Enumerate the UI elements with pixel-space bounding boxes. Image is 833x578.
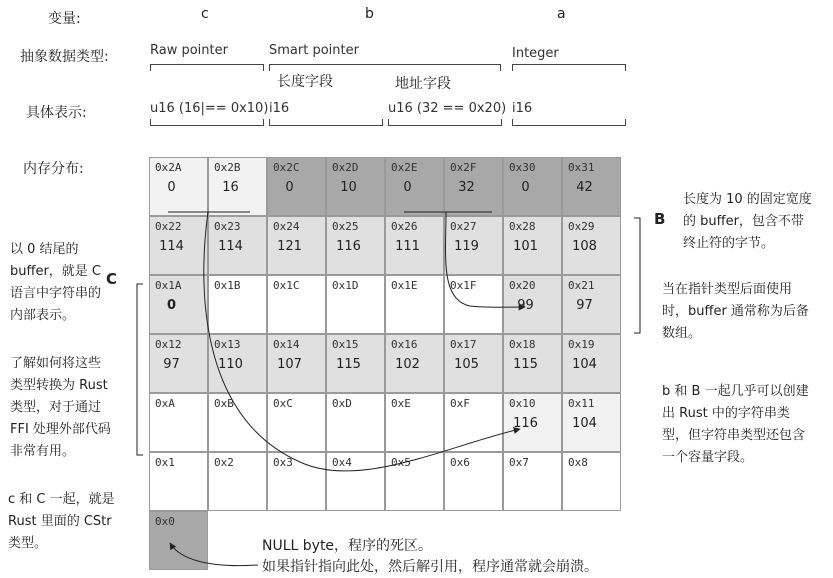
repr-b-addr: u16 (32 == 0x20) [388,101,507,116]
memory-cell-value: 97 [163,357,180,372]
memory-cell-address: 0x7 [509,456,529,469]
memory-cell-address: 0x2B [214,161,241,174]
memory-cell-address: 0x11 [568,397,595,410]
arrow-null-byte [170,543,258,566]
note-backing-array: 当在指针类型后面使用 时，buffer 通常称为后备 数组。 [662,282,809,341]
memory-cell-address: 0x22 [155,220,182,233]
note-fixed-buffer: 长度为 10 的固定宽度 的 buffer，包含不带 终止符的字节。 [683,192,812,251]
memory-cell-value: 107 [277,357,302,372]
memory-cell-address: 0x1B [214,279,241,292]
memory-cell-address: 0x16 [391,338,418,351]
memory-cell-value: 110 [218,357,243,372]
note-c-string: 以 0 结尾的 buffer，就是 C 语言中字符串的 内部表示。 [10,242,102,323]
note-convert-types: 了解如何将这些 类型转换为 Rust 类型，对于通过 FFI 处理外部代码 非常有用。 [10,356,111,459]
label-length-field: 长度字段 [277,74,333,90]
memory-cell-address: 0xC [273,397,293,410]
memory-cell-address: 0x1 [155,456,175,469]
memory-cell-value: 121 [277,239,302,254]
memory-cell-value: 97 [576,298,593,313]
memory-cell-address: 0x5 [391,456,411,469]
memory-cell-value: 116 [336,239,361,254]
memory-cell-address: 0x2 [214,456,234,469]
memory-cell-address: 0x2F [450,161,477,174]
memory-cell-address: 0x18 [509,338,536,351]
memory-cell-value: 99 [517,298,534,313]
label-abstract-type: 抽象数据类型: [20,49,109,65]
memory-cell-value: 0 [521,180,530,195]
memory-cell-address: 0x20 [509,279,536,292]
memory-cell-address: 0x23 [214,220,241,233]
bracket-C [137,284,143,455]
memory-cell-address: 0x1A [155,279,182,292]
memory-cell-value: 114 [159,239,184,254]
memory-cell-value: 102 [395,357,420,372]
memory-cell-address: 0x13 [214,338,241,351]
memory-cell-address: 0xA [155,397,175,410]
memory-cell-address: 0xB [214,397,234,410]
memory-cell-address: 0x29 [568,220,595,233]
note-null-byte: NULL byte，程序的死区。 [262,538,433,554]
memory-cell-value: 115 [336,357,361,372]
memory-cell-value: 0 [285,180,294,195]
memory-cell-address: 0x4 [332,456,352,469]
memory-cell-value: 116 [513,416,538,431]
memory-cell-address: 0xD [332,397,352,410]
label-memory: 内存分布: [23,161,84,177]
memory-cell-address: 0xF [450,397,470,410]
repr-b-len: i16 [269,101,290,116]
type-smart-pointer: Smart pointer [269,43,359,58]
label-concrete: 具体表示: [26,105,87,121]
memory-cell-value: 105 [454,357,479,372]
memory-cell-value: 119 [454,239,479,254]
repr-a: i16 [512,101,533,116]
memory-cell-address: 0x21 [568,279,595,292]
type-integer: Integer [512,46,559,61]
memory-cell-value: 108 [572,239,597,254]
memory-cell-value: 0 [166,298,177,313]
arrow-b-to-0x20 [446,212,525,307]
memory-cell-address: 0x2D [332,161,359,174]
memory-cell-address: 0x12 [155,338,182,351]
var-a: a [557,6,566,22]
memory-cell-address: 0x15 [332,338,359,351]
letter-B: B [654,210,666,228]
type-raw-pointer: Raw pointer [150,43,228,58]
memory-cell-value: 42 [576,180,593,195]
memory-cell-address: 0x2A [155,161,182,174]
memory-cell-address: 0x27 [450,220,477,233]
memory-cell-value: 111 [395,239,420,254]
memory-cell-value: 104 [572,416,597,431]
memory-cell-address: 0x26 [391,220,418,233]
memory-cell-address: 0x28 [509,220,536,233]
memory-cell-address: 0x6 [450,456,470,469]
var-c: c [201,6,209,22]
memory-cell-address: 0x14 [273,338,300,351]
note-null-crash: 如果指针指向此处，然后解引用，程序通常就会崩溃。 [262,559,598,575]
memory-cell-address: 0x1C [273,279,300,292]
memory-cell-address: 0x3 [273,456,293,469]
memory-cell-address: 0x8 [568,456,588,469]
memory-cell-address: 0x2E [391,161,418,174]
memory-cell-address: 0x2C [273,161,300,174]
label-address-field: 地址字段 [395,76,451,92]
note-cstr: c 和 C 一起，就是 Rust 里面的 CStr 类型。 [8,492,115,551]
memory-cell-address: 0x19 [568,338,595,351]
memory-cell-address: 0x31 [568,161,595,174]
bracket-B [634,218,640,333]
memory-cell-address: 0x10 [509,397,536,410]
memory-cell-value: 32 [458,180,475,195]
memory-cell-address: 0x30 [509,161,536,174]
memory-cell-address: 0x1D [332,279,359,292]
letter-C: C [106,270,118,288]
arrow-c-to-0x10 [204,212,520,471]
memory-cell-value: 115 [513,357,538,372]
memory-cell-value: 16 [222,180,239,195]
label-variables: 变量: [48,11,81,27]
memory-cell-value: 104 [572,357,597,372]
memory-cell-address: 0x0 [155,515,175,528]
memory-cell-address: 0x25 [332,220,359,233]
memory-cell-value: 101 [513,239,538,254]
var-b: b [365,6,374,22]
memory-cell-address: 0x1E [391,279,418,292]
repr-c: u16 (16|== 0x10) [150,101,269,116]
memory-cell-address: 0xE [391,397,411,410]
memory-cell-value: 0 [167,180,176,195]
note-string-type: b 和 B 一起几乎可以创建 出 Rust 中的字符串类 型，但字符串类型还包含 一个容量字段。 [662,384,809,465]
memory-cell-value: 10 [340,180,357,195]
memory-cell-address: 0x1F [450,279,477,292]
memory-cell-address: 0x17 [450,338,477,351]
memory-cell-value: 0 [403,180,412,195]
memory-cell-value: 114 [218,239,243,254]
memory-cell-address: 0x24 [273,220,300,233]
